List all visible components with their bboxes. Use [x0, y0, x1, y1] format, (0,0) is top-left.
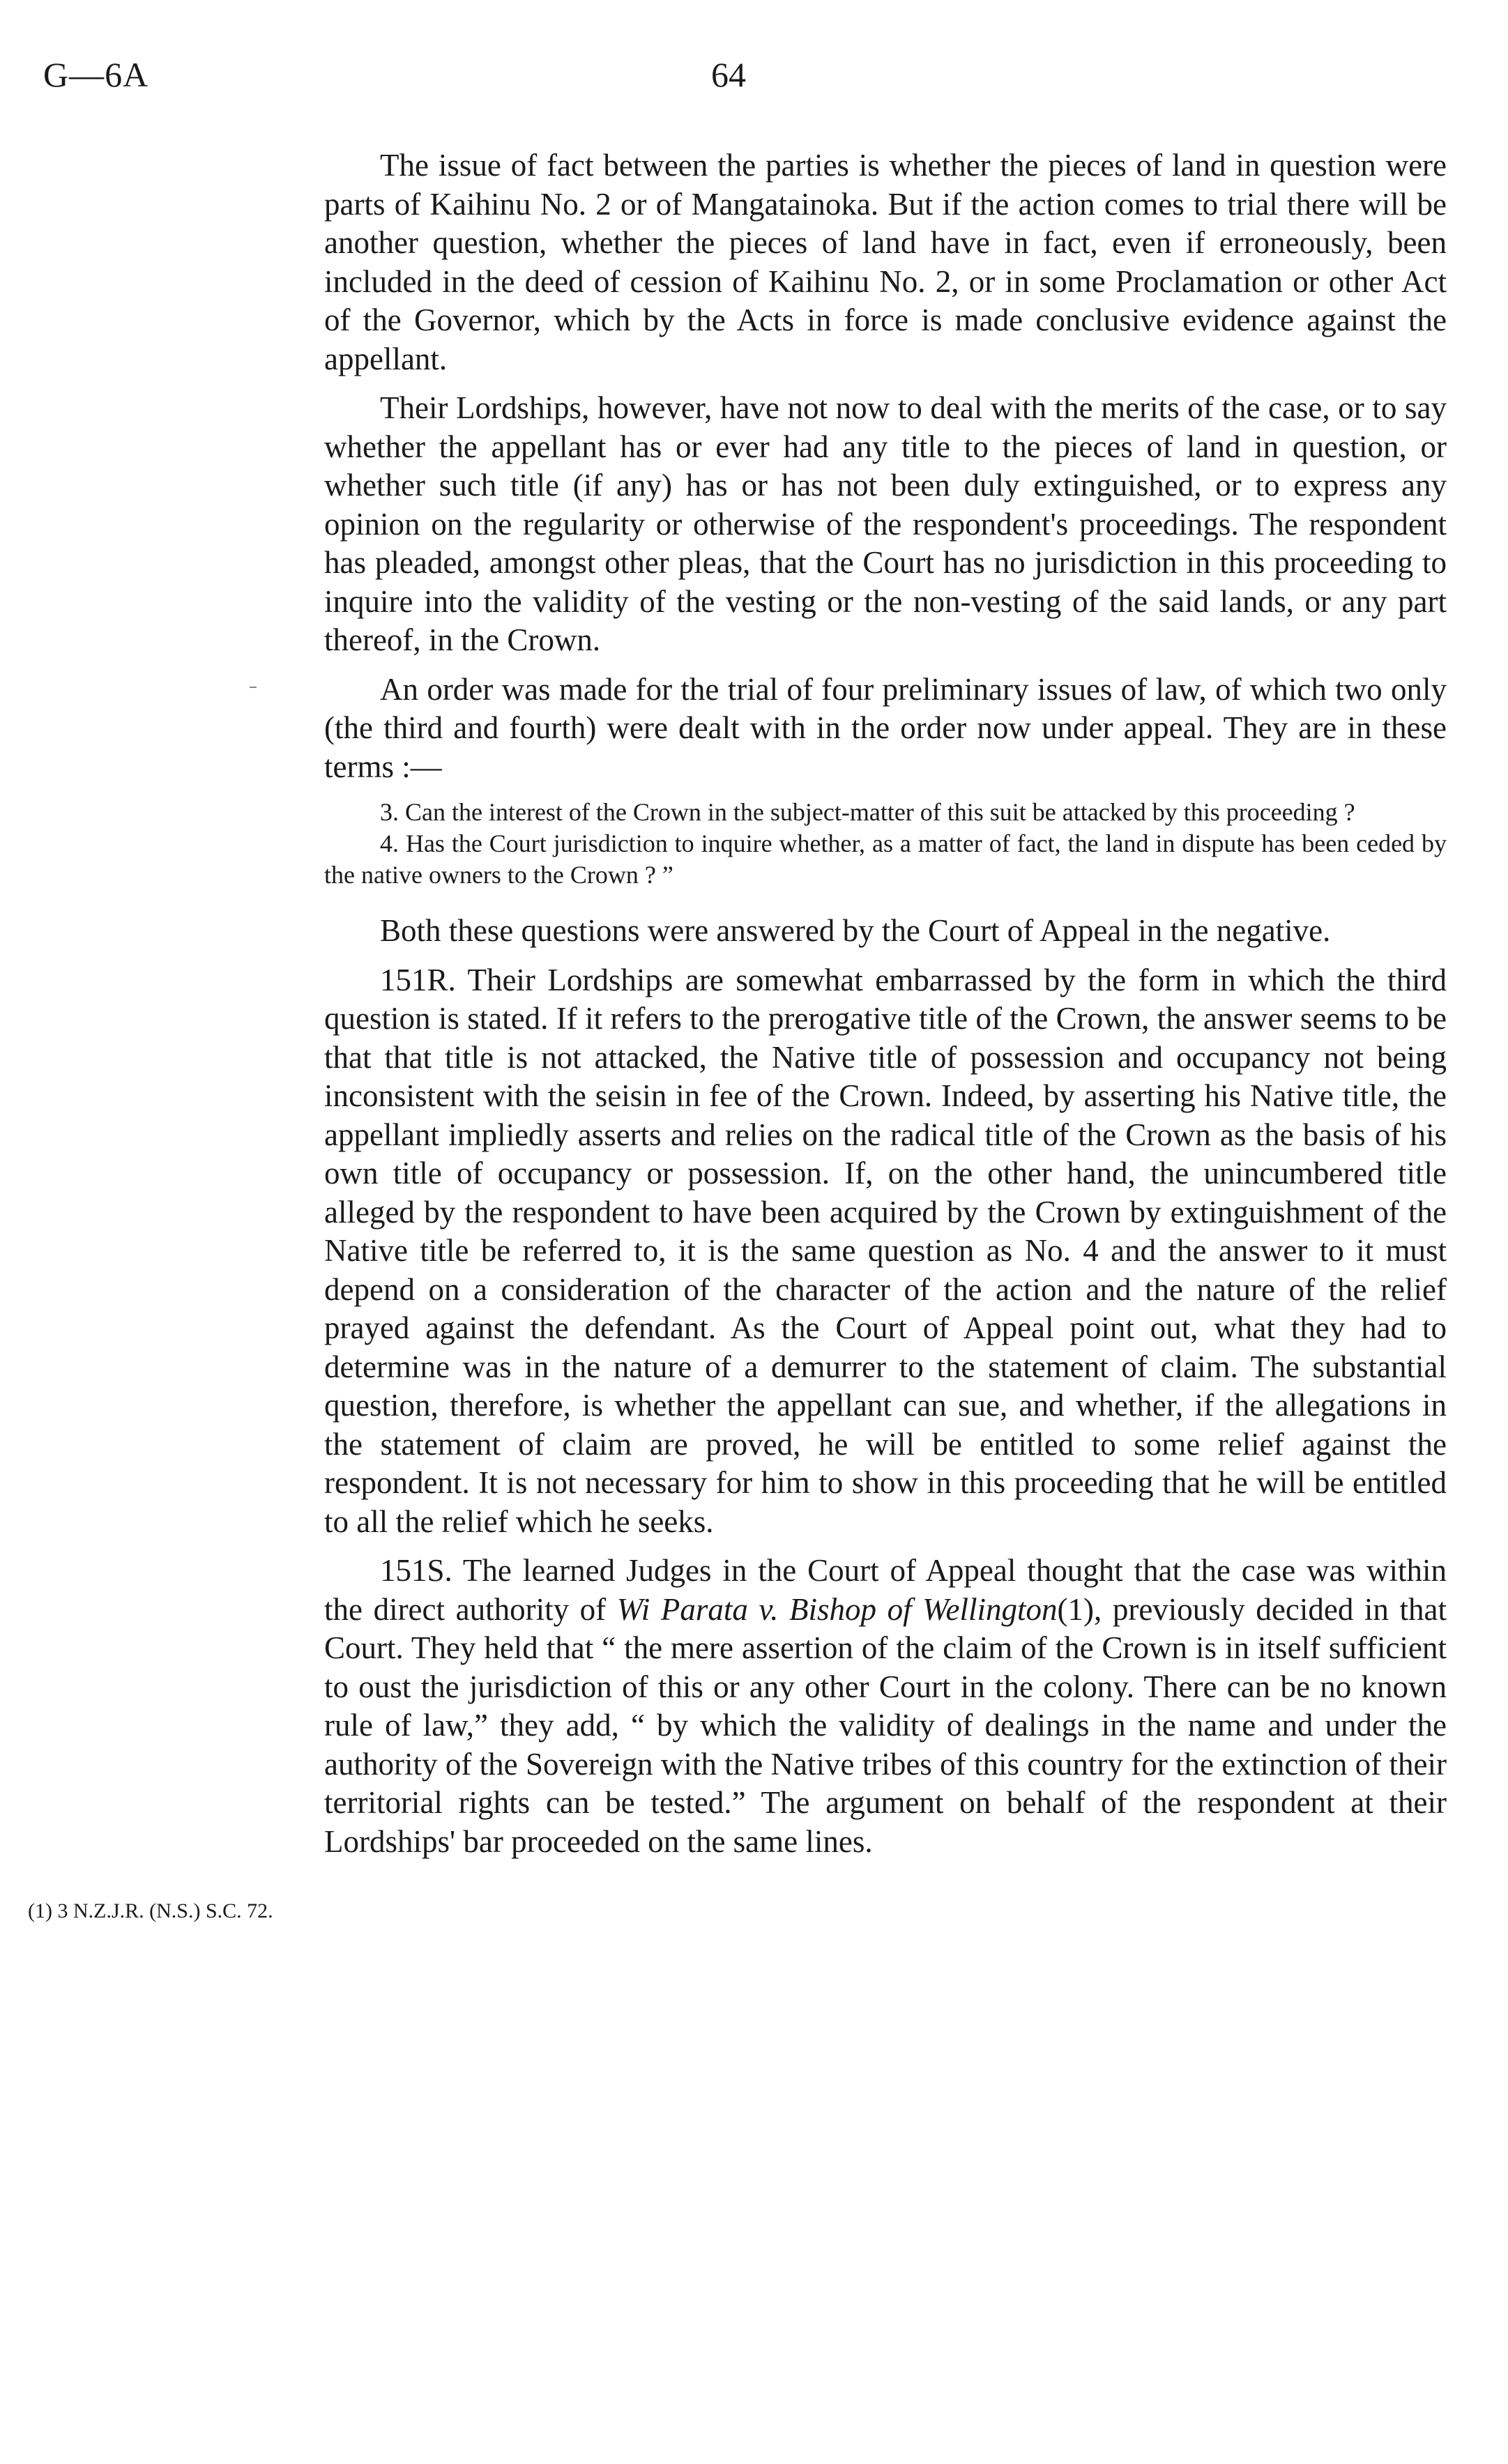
paragraph: An order was made for the trial of four preliminary issues of law, of which two only (the third and fourth) were dealt with in the order now under appeal. They are in these terms :— — [324, 671, 1447, 784]
paragraph — [324, 1552, 1447, 1861]
paragraph-marker: 151R. — [380, 962, 456, 997]
paragraph-text: Their Lordships are somewhat embarrassed by the form in which the third question is stated. If it refers to the prerogative title of the Crown, the answer seems to be that that title is not attacked, the Native title of possession and occupancy not being inconsistent with the seisin in fee of the Crown. Indeed, by asserting his Native title, the appellant impliedly asserts and relies on the radical title of the Crown as the basis of his own title of occupancy or possession. If, on the other hand, the unincumbered title alleged by the respondent to have been acquired by the Crown by extinguishment of the Native title be referred to, it is the same question as No. 4 and the answer to it must depend on a consideration of the character of the action and the nature of the relief prayed against the defendant. As the Court of Appeal point out, what they had to determine was in the nature of a demurrer to the statement of claim. The substantial question, therefore, is whether the appellant can sue, and whether, if the allegations in the statement of claim are proved, he will be entitled to some relief against the respondent. It is not necessary for him to show in this proceeding that he will be entitled to all the relief which he seeks. — [324, 962, 1447, 1539]
paragraph-text: (1), previously decided in that Court. They held that “ the mere assertion of the claim of the Crown is in itself sufficient to oust the jurisdiction of this or any other Court in the colony. There can be no known rule of law,” they add, “ by which the validity of dealings in the name and under the authority of the Sovereign with the Native tribes of this country for the extinction of their territorial rights can be tested.” The argument on behalf of the respondent at their Lordships' bar proceeded on the same lines. — [324, 1591, 1447, 1859]
margin-citation-note: (1) 3 N.Z.J.R. (N.S.) S.C. 72. — [28, 1899, 273, 1922]
paragraph: Their Lordships, however, have not now to deal with the merits of the case, or to say whether the appellant has or ever had any title to the pieces of land in question, or whether such title (if any) has or has not been duly extinguished, or to express any opinion on the regularity or otherwise of the respondent's proceedings. The respondent has pleaded, amongst other pleas, that the Court has no jurisdiction in this proceeding to inquire into the validity of the vesting or the non-vesting of the said lands, or any part thereof, in the Crown. — [324, 390, 1447, 657]
paragraph: Both these questions were answered by the Court of Appeal in the negative. — [380, 913, 1331, 948]
quoted-question-3: 3. Can the interest of the Crown in the subject-matter of this suit be attacked by this proceeding ? — [380, 798, 1355, 826]
paragraph-marker: 151S. — [380, 1553, 452, 1588]
document-reference: G—6A — [43, 55, 149, 94]
paragraph-text: The learned Judges in the Court of Appeal thought that the case was within the direct authority of — [324, 1553, 1447, 1627]
case-citation: Wi Parata v. Bishop of Wellington — [616, 1591, 1058, 1627]
paragraph: The issue of fact between the parties is whether the pieces of land in question were parts of Kaihinu No. 2 or of Mangatainoka. But if the action comes to trial there will be another question, whether the pieces of land have in fact, even if erroneously, been included in the deed of cession of Kaihinu No. 2, or in some Proclamation or other Act of the Governor, which by the Acts in force is made conclusive evidence against the appellant. — [324, 148, 1447, 376]
page-number: 64 — [711, 55, 746, 94]
body-text — [324, 146, 1447, 1872]
paragraph — [324, 961, 1447, 1542]
quoted-question-4: 4. Has the Court jurisdiction to inquire whether, as a matter of fact, the land in dispute has been ceded by the native owners to the Crown ? ” — [324, 829, 1447, 889]
margin-mark — [250, 687, 257, 688]
quoted-questions — [324, 797, 1447, 891]
